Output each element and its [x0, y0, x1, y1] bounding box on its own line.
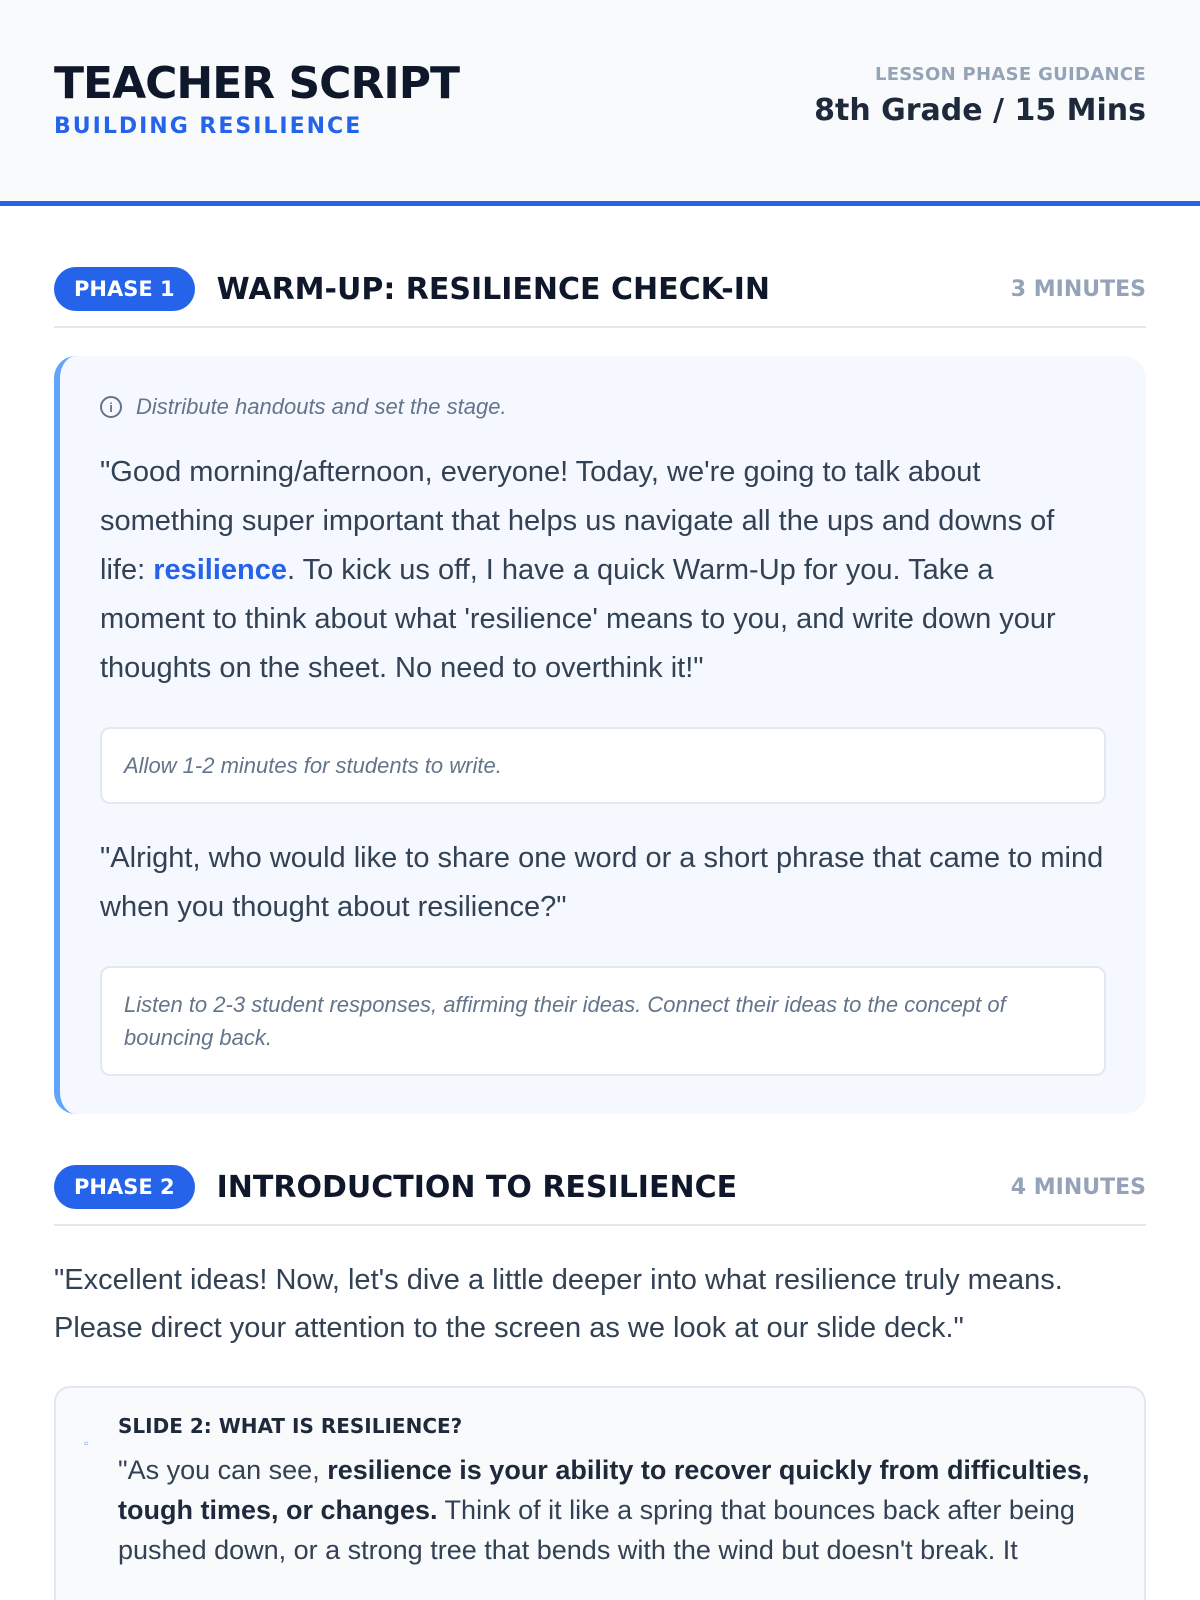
keyword-resilience: resilience — [153, 554, 288, 586]
page-header — [0, 0, 1200, 206]
phase-2-badge: PHASE 2 — [54, 1165, 195, 1209]
phase-1-duration: 3 MINUTES — [1010, 276, 1146, 302]
teacher-note-1: Allow 1-2 minutes for students to write. — [100, 727, 1106, 804]
stage-direction — [100, 394, 1106, 420]
slide-definition: resilience is your ability to recover quickly from difficulties, tough times, or changes. — [118, 1455, 1090, 1525]
phase-1-script-card — [54, 356, 1146, 1114]
teacher-note-2: Listen to 2-3 student responses, affirming their ideas. Connect their ideas to the concept of bouncing back. — [100, 966, 1106, 1076]
stage-direction-text: Distribute handouts and set the stage. — [136, 394, 507, 419]
phase-1-badge: PHASE 1 — [54, 267, 195, 311]
slide-script — [118, 1450, 1120, 1570]
presentation-icon: ▫ — [84, 1436, 89, 1450]
page-title: TEACHER SCRIPT — [54, 58, 459, 109]
lesson-meta-value: 8th Grade / 15 Mins — [814, 93, 1146, 128]
phase-2-header — [54, 1150, 1146, 1226]
script-paragraph-1 — [100, 448, 1106, 693]
lesson-meta — [814, 64, 1146, 128]
phase-1-title: WARM-UP: RESILIENCE CHECK-IN — [216, 271, 770, 307]
lesson-meta-label: LESSON PHASE GUIDANCE — [874, 64, 1146, 85]
phase-2-duration: 4 MINUTES — [1010, 1174, 1146, 1200]
slide-text-after: Think of it like a spring that bounces back after being pushed down, or a strong tree that bends with the wind but doesn't break. It — [118, 1495, 1075, 1565]
slide-title: SLIDE 2: WHAT IS RESILIENCE? — [118, 1414, 463, 1438]
script-1-before: "Good morning/afternoon, everyone! Today, we're going to talk about something super important that helps us navigate all the ups and downs of life: — [100, 456, 1055, 586]
script-1-after: . To kick us off, I have a quick Warm-Up for you. Take a moment to think about what 'resilience' means to you, and write down your thoughts on the sheet. No need to overthink it!" — [100, 554, 1056, 684]
script-paragraph-2: "Alright, who would like to share one word or a short phrase that came to mind when you thought about resilience?" — [100, 842, 1104, 923]
phase-1-header — [54, 252, 1146, 328]
page-subtitle: BUILDING RESILIENCE — [54, 114, 363, 139]
slide-reference-card — [54, 1386, 1146, 1600]
phase-2-title: INTRODUCTION TO RESILIENCE — [216, 1169, 738, 1205]
phase-2-intro: "Excellent ideas! Now, let's dive a little deeper into what resilience truly means. Please direct your attention to the screen as we look at our slide deck." — [54, 1264, 1063, 1344]
slide-text-before: "As you can see, — [118, 1455, 328, 1485]
info-icon: i — [100, 396, 122, 418]
main-content — [0, 252, 1200, 1600]
